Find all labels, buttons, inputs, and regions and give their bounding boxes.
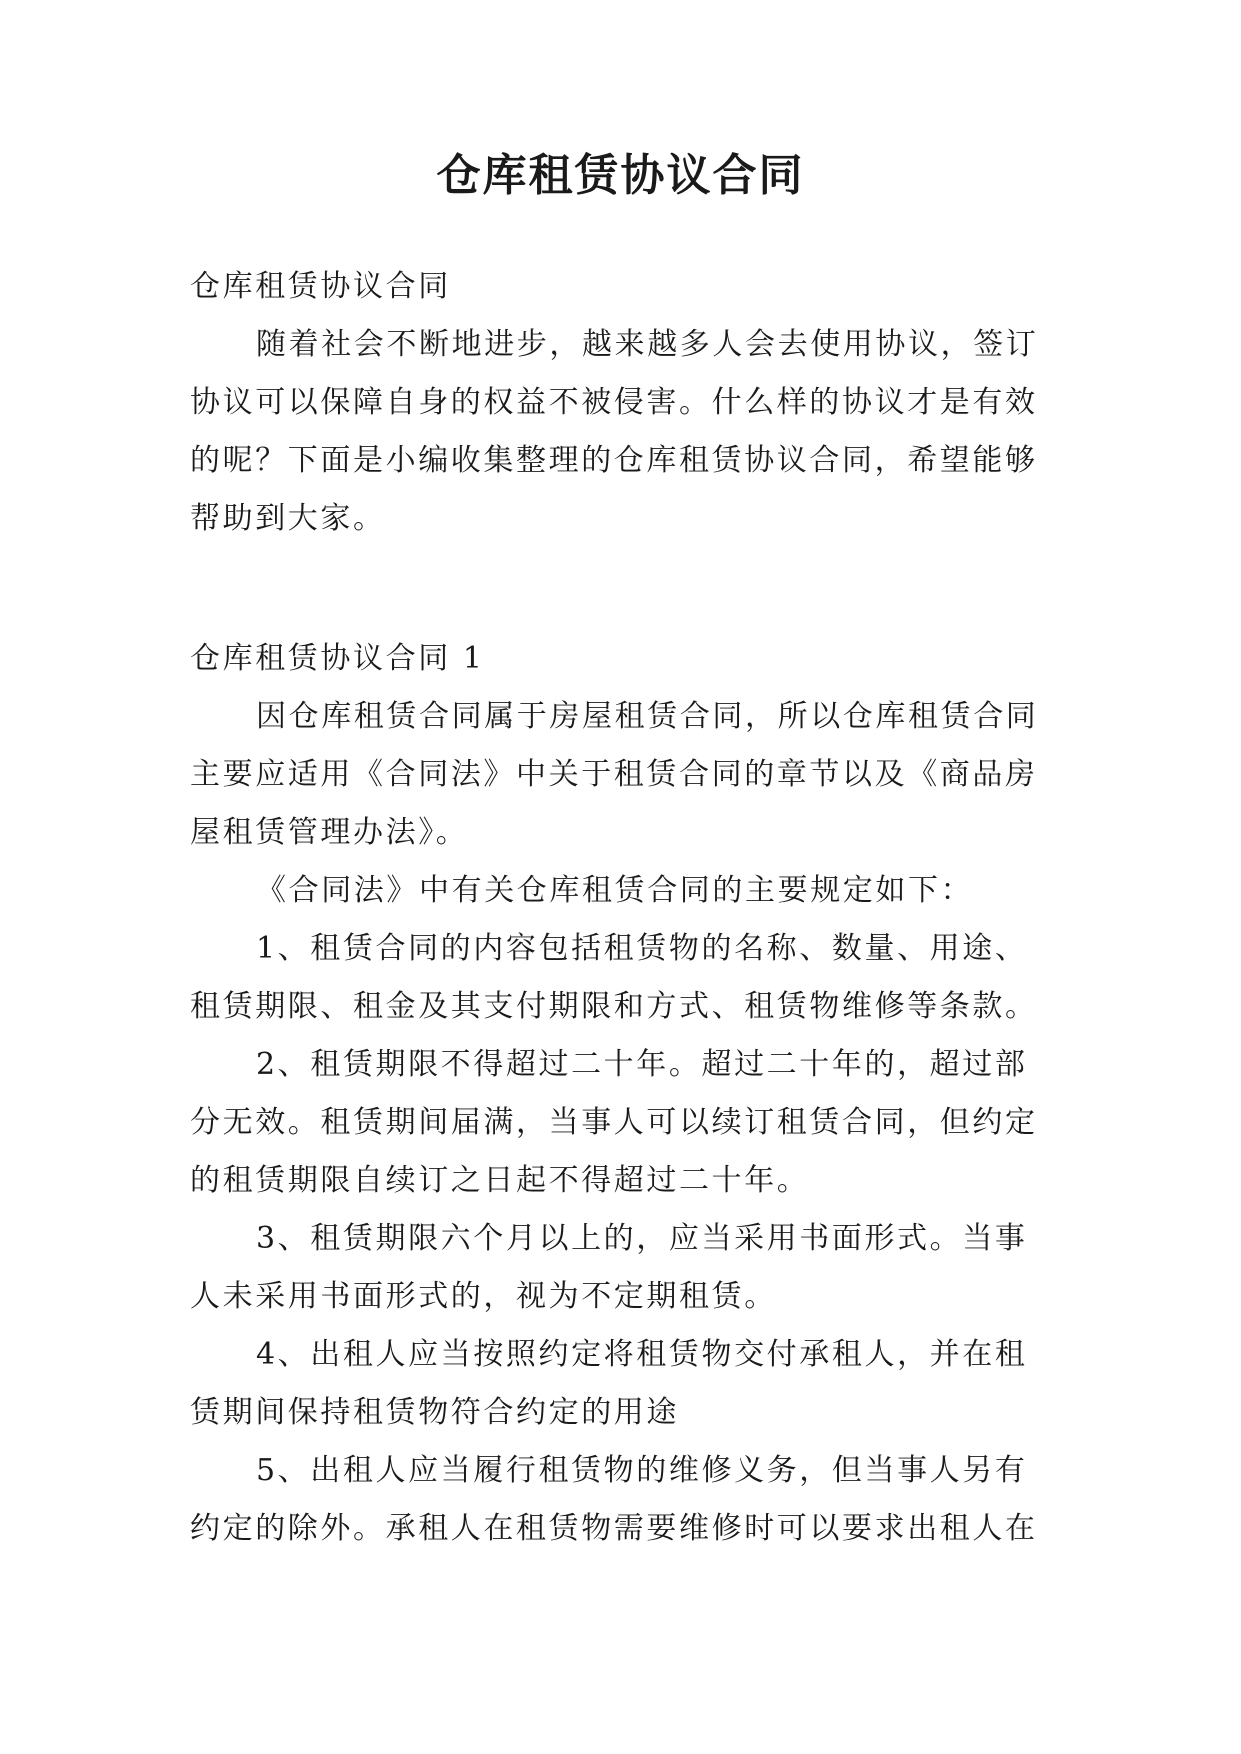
section-1-heading: 仓库租赁协议合同 1 xyxy=(190,641,485,676)
intro-heading: 仓库租赁协议合同 xyxy=(190,269,451,304)
clause-4-line: 赁期间保持租赁物符合约定的用途 xyxy=(190,1395,679,1430)
clause-3-line: 3、租赁期限六个月以上的，应当采用书面形式。当事 xyxy=(256,1221,1028,1256)
section-1-line: 因仓库租赁合同属于房屋租赁合同，所以仓库租赁合同 xyxy=(256,699,1039,734)
intro-paragraph-line: 协议可以保障自身的权益不被侵害。什么样的协议才是有效 xyxy=(190,385,1038,420)
clause-4-line: 4、出租人应当按照约定将租赁物交付承租人，并在租 xyxy=(256,1337,1028,1372)
intro-paragraph-line: 随着社会不断地进步，越来越多人会去使用协议，签订 xyxy=(256,327,1039,362)
section-1-line: 主要应适用《合同法》中关于租赁合同的章节以及《商品房 xyxy=(190,757,1038,792)
clause-1-line: 1、租赁合同的内容包括租赁物的名称、数量、用途、 xyxy=(256,931,1028,966)
section-1 xyxy=(190,630,1050,1558)
intro-paragraph-line: 帮助到大家。 xyxy=(190,501,386,536)
clause-2-line: 分无效。租赁期间届满，当事人可以续订租赁合同，但约定 xyxy=(190,1105,1038,1140)
document-title: 仓库租赁协议合同 xyxy=(436,150,805,201)
intro-section xyxy=(190,258,1050,548)
clause-5-line: 5、出租人应当履行租赁物的维修义务，但当事人另有 xyxy=(256,1453,1028,1488)
clause-2-line: 的租赁期限自续订之日起不得超过二十年。 xyxy=(190,1163,810,1198)
clause-3-line: 人未采用书面形式的，视为不定期租赁。 xyxy=(190,1279,777,1314)
section-1-line: 《合同法》中有关仓库租赁合同的主要规定如下： xyxy=(256,873,974,908)
section-1-line: 屋租赁管理办法》。 xyxy=(190,815,469,850)
intro-paragraph-line: 的呢？下面是小编收集整理的仓库租赁协议合同，希望能够 xyxy=(190,443,1038,478)
clause-1-line: 租赁期限、租金及其支付期限和方式、租赁物维修等条款。 xyxy=(190,989,1038,1024)
clause-2-line: 2、租赁期限不得超过二十年。超过二十年的，超过部 xyxy=(256,1047,1028,1082)
clause-5-line: 约定的除外。承租人在租赁物需要维修时可以要求出租人在 xyxy=(190,1511,1038,1546)
